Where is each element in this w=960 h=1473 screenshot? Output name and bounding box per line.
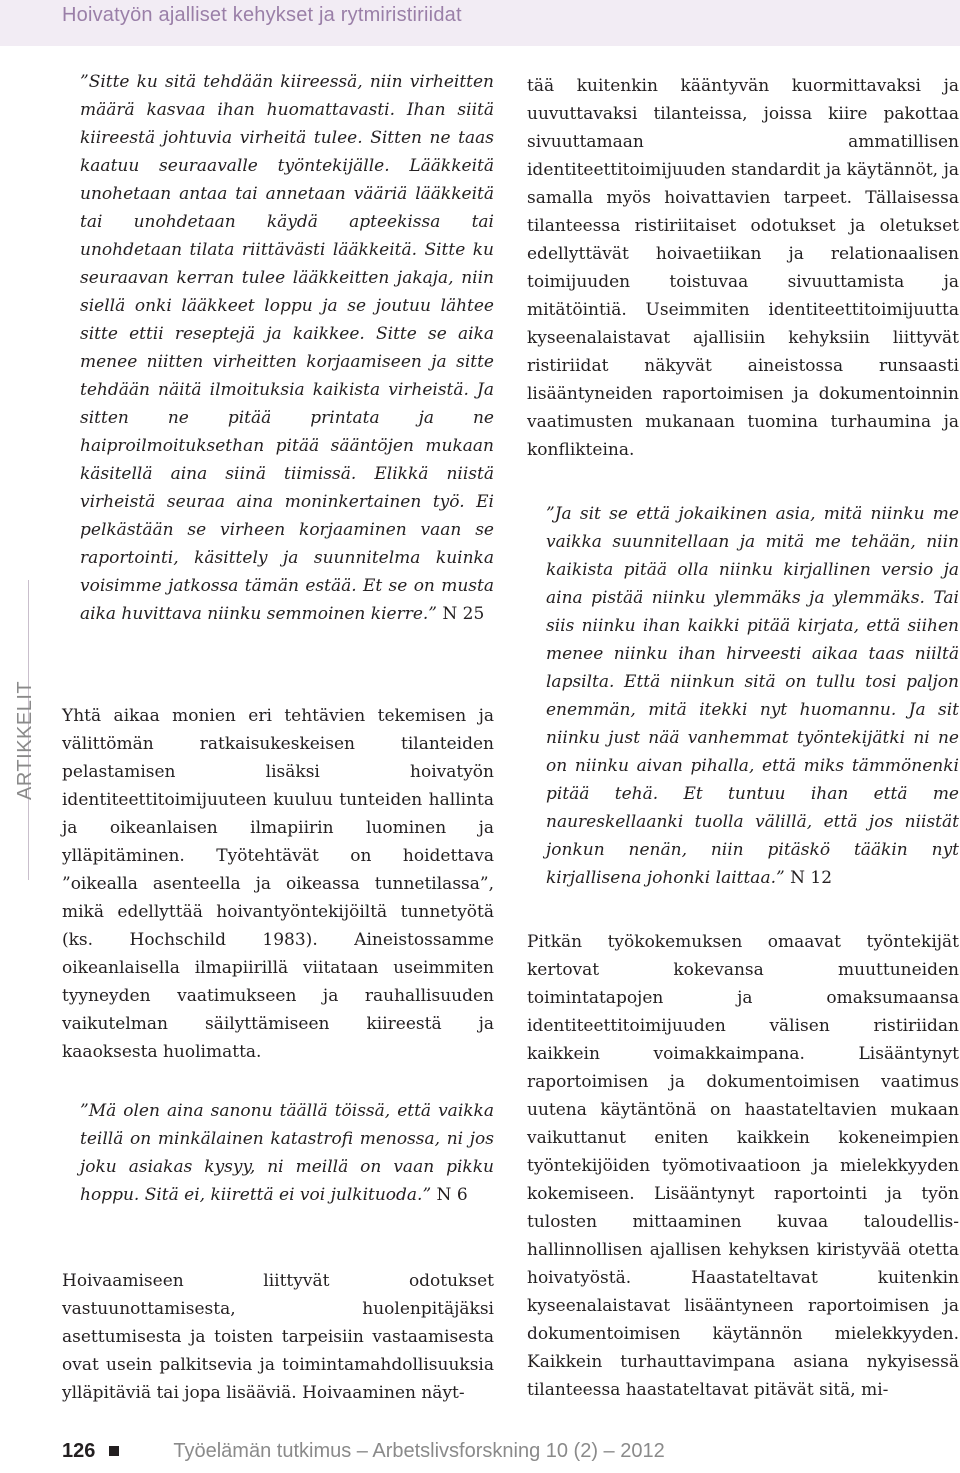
body-paragraph: tää kuitenkin kääntyvän kuormittavaksi ja uuvuttavaksi tilanteissa, joissa kiire pakottaa sivuuttamaan ammatillisen identiteettitoimijuuden standardit ja käytännöt, ja samalla myös hoivattavien tarpeet. Tällaisessa tilanteessa ristiriitaiset odotukset ja oletukset edellyttävät hoivaetiikan ja relationaalisen toimijuuden toistuvaa sivuuttamista ja mitätöintiä. Useimmiten identiteettitoimijuutta kyseenalaistavat ajallisiin kehyksiin liittyvät ristiriidat näkyvät aineistossa runsaasti lisääntyneiden raportoimisen ja dokumentoinnin vaatimusten mukanaan tuomina turhaumina ja konflikteina.	[527, 76, 959, 460]
quote-text: ”Sitte ku sitä tehdään kiireessä, niin virheitten määrä kasvaa ihan huomattavasti. Ihan siitä kiireestä johtuvia virheitä tulee. Sitten ne taas kaatuu seuraavalle työntekijälle. Lääkkeitä unohetaan antaa tai annetaan vääriä lääkkeitä tai unohdetaan käydä apteekissa tai unohdetaan tilata riittävästi lääkkeitä. Sitte ku seuraavan kerran tulee lääkkeitten jakaja, niin siellä onki lääkkeet loppu ja se joutuu lähtee sitte ettii reseptejä ja kaikkee. Sitte se aika menee niitten virheitten korjaamiseen ja sitte tehdään näitä ilmoituksia kaikista virheistä. Ja sitten ne pitää printata ja ne haiproilmoituksethan pitää sääntöjen mukaan käsitellä aina siinä tiimissä. Elikkä niistä virheistä seuraa aina moninkertainen työ. Ei pelkästään se virheen korjaaminen vaan se raportointi, käsittely ja suunnitelma kuinka voisimme jatkossa tämän estää. Et se on musta aika huvittava niinku semmoinen kierre.”	[80, 72, 494, 624]
body-paragraph: Pitkän työkokemuksen omaavat työntekijät kertovat kokevansa muuttuneiden toimintatapojen ja omaksumaansa identiteettitoimijuuden välisen ristiriidan kaikkein voimakkaimpana. Lisääntynyt raportoimisen ja dokumentoimisen vaatimus uutena käytäntönä on haastateltavien mukaan vaikuttanut eniten kaikkein kokeneimpien työntekijöiden työmotivaatioon ja mielekkyyden kokemiseen. Lisääntynyt raportointi ja työn tulosten mittaaminen kuvaa taloudellis-hallinnollisen ajallisen kehyksen kiristyvää otetta hoivatyöstä. Haastateltavat kuitenkin kyseenalaistavat lisääntyneen raportoimisen ja dokumentoimisen käytännön mielekkyyden. Kaikkein turhauttavimpana asiana nykyisessä tilanteessa haastateltavat pitävät sitä, mi-	[527, 932, 959, 1400]
journal-citation: Työelämän tutkimus – Arbetslivsforskning 10 (2) – 2012	[173, 1440, 665, 1462]
page-number: 126	[62, 1440, 96, 1462]
quote-ref: N 12	[790, 868, 833, 888]
body-paragraph: Yhtä aikaa monien eri tehtävien tekemisen ja välittömän ratkaisukeskeisen tilanteiden pelastamisen lisäksi hoivatyön identiteettitoimijuuteen kuuluu tunteiden hallinta ja oikeanlaisen ilmapiirin luominen ja ylläpitäminen. Työtehtävät on hoidettava ”oikealla asenteella ja oikeassa tunnetilassa”, mikä edellyttää hoivantyöntekijöiltä tunnetyötä (ks. Hochschild 1983). Aineistossamme oikeanlaisella ilmapiirillä viitataan useimmiten tyyneyden vaatimukseen ja rauhallisuuden vaikutelman säilyttämiseen kiireestä ja kaaoksesta huolimatta.	[62, 706, 494, 1062]
quote-text: ”Mä olen aina sanonu täällä töissä, että vaikka teillä on minkälainen katastrofi menossa, ni jos joku asiakas kysyy, ni meillä on vaan pikku hoppu. Sitä ei, kiirettä ei voi julkituoda.”	[80, 1101, 494, 1205]
square-bullet-icon	[109, 1446, 119, 1456]
quote-text: ”Ja sit se että jokaikinen asia, mitä niinku me vaikka suunnitellaan ja mitä me tehään, niin kaikista pitää olla niinku kirjallinen versio ja aina pistää niinku ylemmäks ja ylemmäks. Tai siis niinku ihan kaikki pitää kirjata, että siihen menee niinku ihan hirveesti aikaa taas niiltä lapsilta. Että niinkun sitä on tullu tosi paljon enemmän, mitä itekki nyt huomannu. Ja sit niinku just nää vanhemmat työntekijätki ni ne on niinku aivan pihalla, että miks tämmönenki pitää tehä. Et tuntuu ihan että me naureskellaanki tuolla välillä, että jos niistät jonkun nenän, niin pitäskö tääkin nyt kirjallisena johonki laittaa.”	[546, 504, 959, 888]
interview-quote-3	[546, 500, 959, 892]
quote-ref: N 6	[436, 1185, 468, 1205]
interview-quote-2	[80, 1097, 494, 1209]
section-label: ARTIKKELIT	[14, 680, 36, 800]
running-title: Hoivatyön ajalliset kehykset ja rytmiristiriidat	[62, 4, 462, 26]
quote-ref: N 25	[442, 604, 485, 624]
body-paragraph: Hoivaamiseen liittyvät odotukset vastuunottamisesta, huolenpitäjäksi asettumisesta ja toisten tarpeisiin vastaamisesta ovat usein palkitsevia ja toimintamahdollisuuksia ylläpitäviä tai jopa lisääviä. Hoivaaminen näyt-	[62, 1271, 494, 1403]
interview-quote-1	[80, 68, 494, 628]
page-footer	[62, 1440, 665, 1463]
